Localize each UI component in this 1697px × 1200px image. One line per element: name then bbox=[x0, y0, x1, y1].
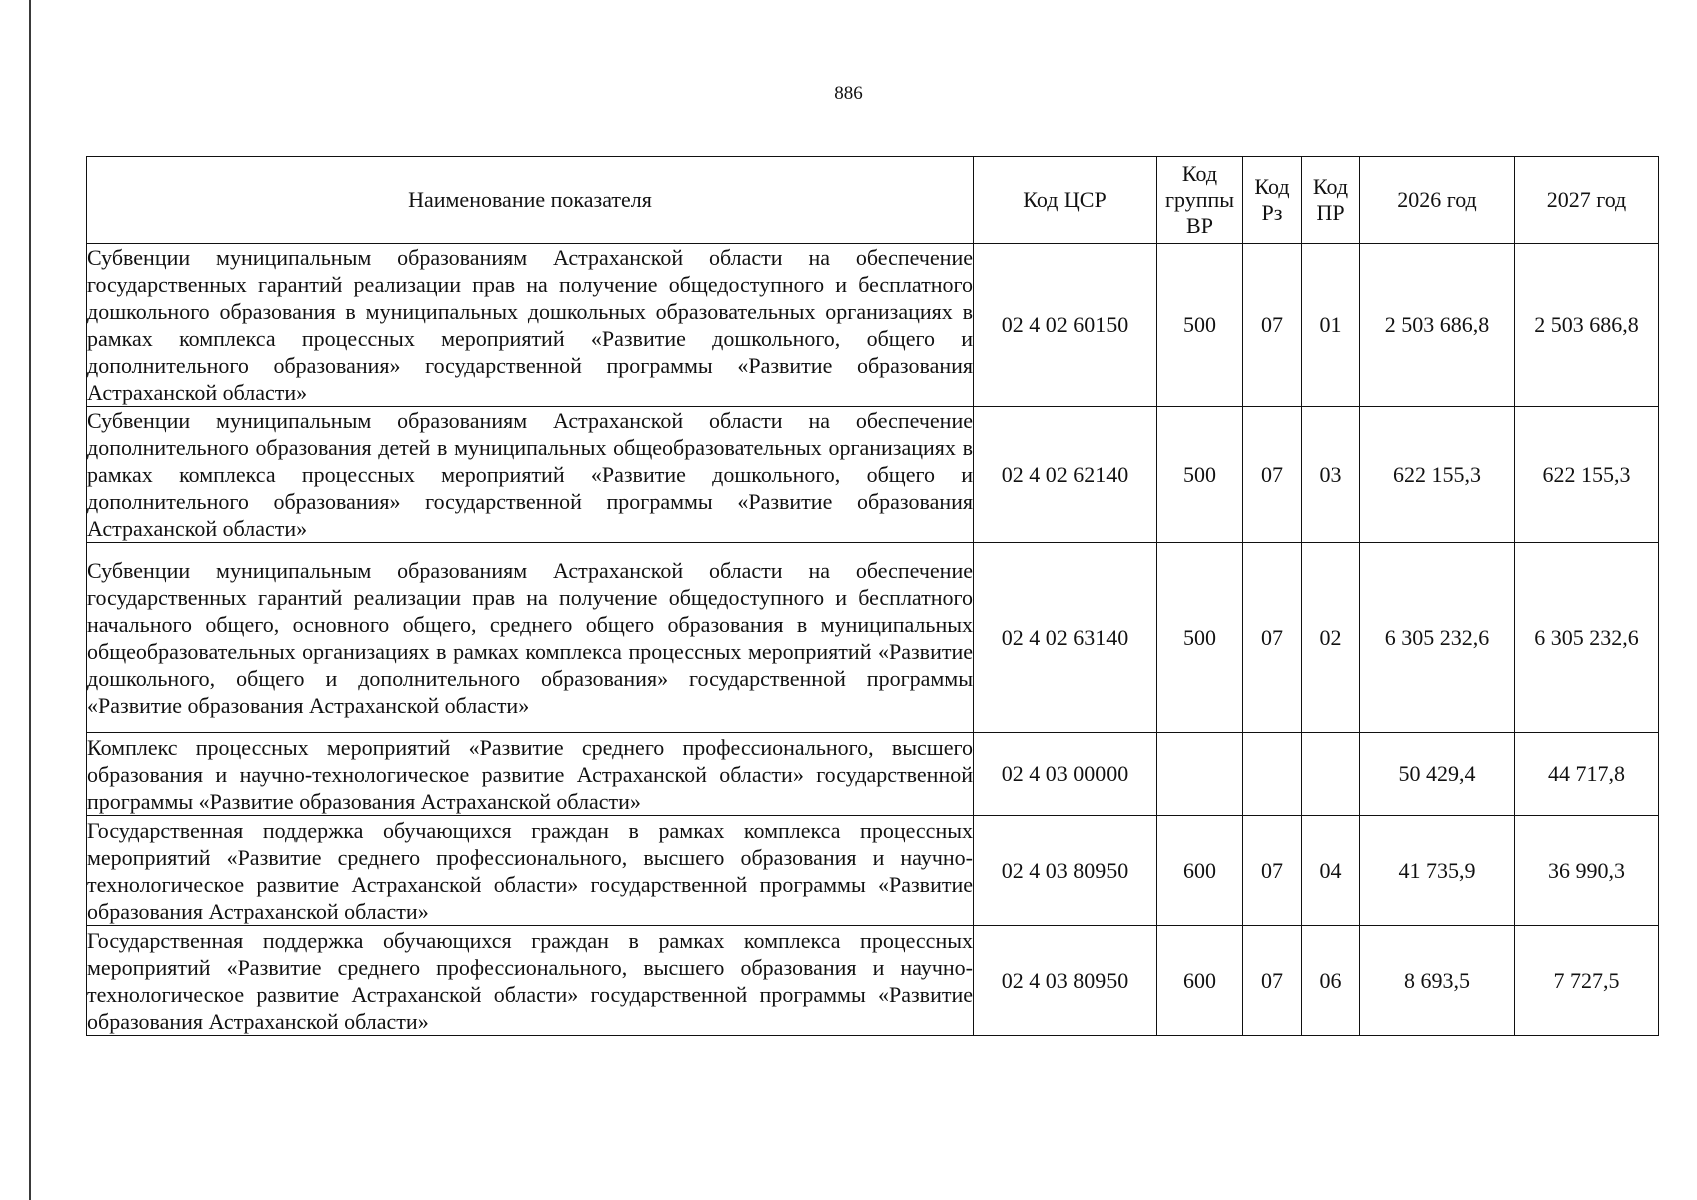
header-vr-line: группы bbox=[1164, 187, 1235, 212]
row-csr: 02 4 03 80950 bbox=[974, 926, 1157, 1036]
row-vr: 600 bbox=[1157, 816, 1243, 926]
table-row bbox=[87, 244, 1659, 407]
header-name: Наименование показателя bbox=[87, 157, 974, 244]
row-2027: 622 155,3 bbox=[1515, 407, 1659, 543]
row-2026: 41 735,9 bbox=[1360, 816, 1515, 926]
row-vr: 500 bbox=[1157, 543, 1243, 733]
row-vr bbox=[1157, 733, 1243, 816]
row-csr: 02 4 02 60150 bbox=[974, 244, 1157, 407]
table-row bbox=[87, 816, 1659, 926]
table-row bbox=[87, 733, 1659, 816]
row-2027: 36 990,3 bbox=[1515, 816, 1659, 926]
row-rz: 07 bbox=[1243, 407, 1302, 543]
table-row bbox=[87, 407, 1659, 543]
row-pr: 01 bbox=[1302, 244, 1360, 407]
header-2026: 2026 год bbox=[1360, 157, 1515, 244]
table-row bbox=[87, 543, 1659, 733]
row-2026: 2 503 686,8 bbox=[1360, 244, 1515, 407]
row-2027: 44 717,8 bbox=[1515, 733, 1659, 816]
header-rz-line: Рз bbox=[1261, 200, 1283, 225]
budget-table bbox=[86, 156, 1659, 1036]
row-name: Субвенции муниципальным образованиям Астраханской области на обеспечение дополнительного образования детей в муниципальных общеобразовательных организациях в рамках комплекса процессных мероприятий «Развитие дошкольного, общего и дополнительного образования» государственной программы «Развитие образования Астраханской области» bbox=[87, 408, 973, 541]
row-name: Субвенции муниципальным образованиям Астраханской области на обеспечение государственных гарантий реализации прав на получение общедоступного и бесплатного начального общего, основного общего, среднего общего образования в муниципальных общеобразовательных организациях в рамках комплекса процессных мероприятий «Развитие дошкольного, общего и дополнительного образования» государственной программы «Развитие образования Астраханской области» bbox=[87, 543, 974, 733]
row-name: Комплекс процессных мероприятий «Развитие среднего профессионального, высшего образования и научно-технологическое развитие Астраханской области» государственной программы «Развитие образования Астраханской области» bbox=[87, 734, 973, 814]
left-margin-line bbox=[29, 0, 31, 1200]
row-csr: 02 4 03 00000 bbox=[974, 733, 1157, 816]
row-vr: 600 bbox=[1157, 926, 1243, 1036]
row-csr: 02 4 02 62140 bbox=[974, 407, 1157, 543]
row-2027: 2 503 686,8 bbox=[1515, 244, 1659, 407]
page-number: 886 bbox=[834, 83, 863, 104]
row-2026: 6 305 232,6 bbox=[1360, 543, 1515, 733]
header-2027: 2027 год bbox=[1515, 157, 1659, 244]
header-pr bbox=[1302, 157, 1360, 244]
row-vr: 500 bbox=[1157, 407, 1243, 543]
header-rz bbox=[1243, 157, 1302, 244]
row-pr bbox=[1302, 733, 1360, 816]
row-rz: 07 bbox=[1243, 926, 1302, 1036]
row-pr: 02 bbox=[1302, 543, 1360, 733]
row-rz: 07 bbox=[1243, 244, 1302, 407]
row-rz: 07 bbox=[1243, 543, 1302, 733]
header-pr-line: Код bbox=[1312, 174, 1349, 199]
row-name: Субвенции муниципальным образованиям Астраханской области на обеспечение государственных гарантий реализации прав на получение общедоступного и бесплатного дошкольного образования в муниципальных дошкольных образовательных организациях в рамках комплекса процессных мероприятий «Развитие дошкольного, общего и дополнительного образования» государственной программы «Развитие образования Астраханской области» bbox=[87, 245, 973, 405]
header-vr-line: ВР bbox=[1186, 213, 1213, 238]
header-vr bbox=[1157, 157, 1243, 244]
table-row bbox=[87, 926, 1659, 1036]
row-csr: 02 4 02 63140 bbox=[974, 543, 1157, 733]
row-2026: 50 429,4 bbox=[1360, 733, 1515, 816]
header-pr-line: ПР bbox=[1316, 200, 1345, 225]
row-2026: 622 155,3 bbox=[1360, 407, 1515, 543]
table-header-row bbox=[87, 157, 1659, 244]
row-name: Государственная поддержка обучающихся граждан в рамках комплекса процессных мероприятий «Развитие среднего профессионального, высшего образования и научно-технологическое развитие Астраханской области» государственной программы «Развитие образования Астраханской области» bbox=[87, 817, 973, 924]
row-pr: 04 bbox=[1302, 816, 1360, 926]
row-2027: 6 305 232,6 bbox=[1515, 543, 1659, 733]
header-vr-line: Код bbox=[1181, 161, 1218, 186]
header-rz-line: Код bbox=[1254, 174, 1290, 199]
row-rz bbox=[1243, 733, 1302, 816]
row-2026: 8 693,5 bbox=[1360, 926, 1515, 1036]
row-pr: 03 bbox=[1302, 407, 1360, 543]
row-rz: 07 bbox=[1243, 816, 1302, 926]
row-vr: 500 bbox=[1157, 244, 1243, 407]
row-csr: 02 4 03 80950 bbox=[974, 816, 1157, 926]
row-2027: 7 727,5 bbox=[1515, 926, 1659, 1036]
row-name: Государственная поддержка обучающихся граждан в рамках комплекса процессных мероприятий «Развитие среднего профессионального, высшего образования и научно-технологическое развитие Астраханской области» государственной программы «Развитие образования Астраханской области» bbox=[87, 927, 973, 1034]
header-csr: Код ЦСР bbox=[974, 157, 1157, 244]
row-pr: 06 bbox=[1302, 926, 1360, 1036]
